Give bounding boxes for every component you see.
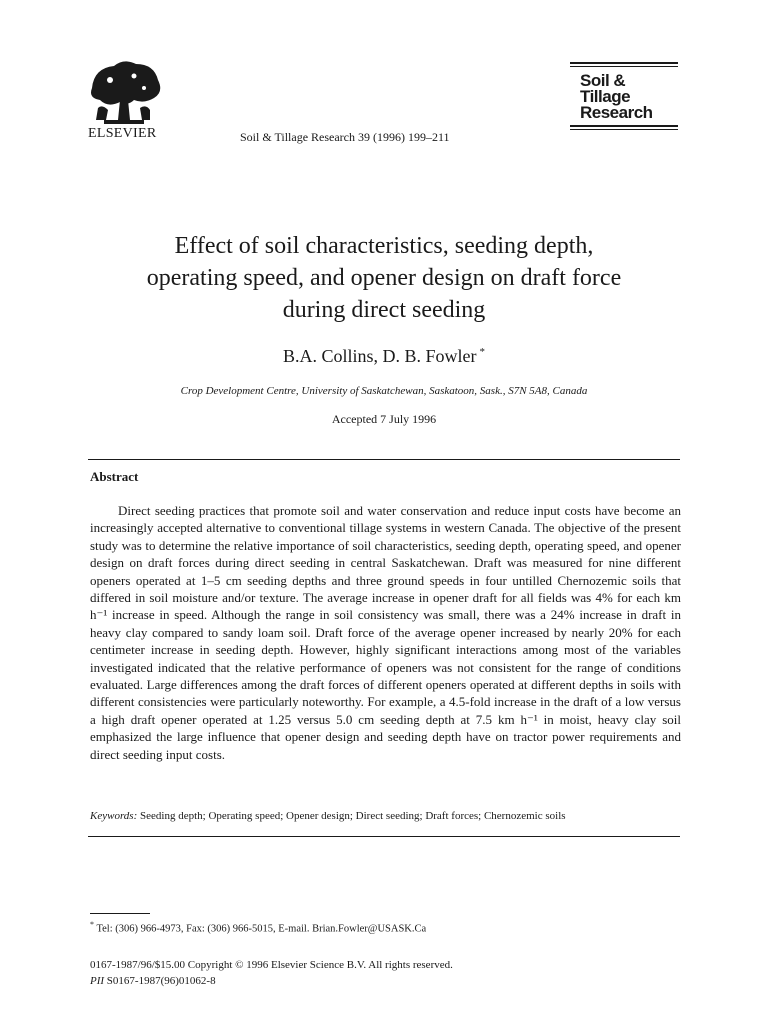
keywords-label: Keywords: (90, 810, 138, 822)
authors (84, 346, 684, 367)
footnote-text: Tel: (306) 966-4973, Fax: (306) 966-5015, E-mail. Brian.Fowler@USASK.Ca (96, 923, 427, 935)
publisher-name: ELSEVIER (88, 126, 157, 141)
title-line-3: during direct seeding (282, 297, 486, 323)
corresponding-author-footnote (90, 920, 426, 935)
keywords (90, 810, 684, 822)
title-line-1: Effect of soil characteristics, seeding depth, (174, 233, 594, 259)
journal-citation: Soil & Tillage Research 39 (1996) 199–211 (240, 130, 450, 144)
author-footnote-mark: * (479, 346, 486, 358)
journal-logo-word-2: Tillage (580, 87, 631, 106)
journal-logo-rule-top (570, 62, 678, 64)
elsevier-tree-logo (84, 58, 164, 128)
abstract-top-rule (88, 459, 680, 460)
copyright-line: 0167-1987/96/$15.00 Copyright © 1996 Elsevier Science B.V. All rights reserved. (90, 959, 453, 971)
journal-logo-word-3: Research (580, 103, 653, 122)
accepted-date: Accepted 7 July 1996 (331, 412, 437, 426)
author-names: B.A. Collins, D. B. Fowler (282, 346, 477, 366)
journal-logo-word-1: Soil & (580, 71, 626, 90)
article-title (84, 230, 684, 326)
footnote-mark: * (90, 920, 94, 929)
journal-logo-rule-bottom (570, 125, 678, 127)
abstract-heading: Abstract (90, 469, 139, 484)
abstract-bottom-rule (88, 836, 680, 837)
pii-value: S0167-1987(96)01062-8 (106, 975, 216, 987)
pii-label: PII (90, 975, 105, 987)
abstract-text: Direct seeding practices that promote soil and water conservation and reduce input costs have become an increasingly accepted alternative to conventional tillage systems in western Canada. The objective of the present study was to determine the relative importance of soil characteristics, seeding depth, operating speed, and opener design on draft forces during direct seeding in central Saskatchewan. Draft was measured for nine different openers operated at 1–5 cm seeding depths and three ground speeds in four untilled Chernozemic soils that differed in soil moisture and/or texture. The average increase in opener draft for all fields was 4% for each km h⁻¹ increase in speed. Although the range in soil consistency was small, there was a 24% increase in draft in heavy clay compared to sandy loam soil. Draft force of the average opener increased by nearly 20% for each centimeter increase in seeding depth. However, highly significant interactions among most of the variables investigated indicated that the relative performance of openers was not consistent for the range of conditions evaluated. Large differences among the draft forces of different openers operated at different depths in soils with different consistencies were particularly noteworthy. For example, a 4.5-fold increase in the draft of a low versus a high draft opener operated at 1.25 versus 5.0 cm seeding depth at 7.5 km h⁻¹ in moist, heavy clay soil emphasized the large influence that opener design and seeding depth have on tractor power requirements and direct seeding input costs. (90, 503, 681, 762)
journal-logo (570, 62, 678, 130)
keywords-list: Seeding depth; Operating speed; Opener design; Direct seeding; Draft forces; Chernozemic soils (140, 810, 566, 822)
pii-line (90, 973, 453, 989)
affiliation: Crop Development Centre, University of Saskatchewan, Saskatoon, Sask., S7N 5A8, Canada (180, 385, 588, 397)
title-line-2: operating speed, and opener design on draft force (146, 265, 622, 291)
journal-logo-rule-bottom-thin (570, 129, 678, 130)
footnote-rule (90, 913, 150, 914)
copyright-block (90, 957, 453, 989)
